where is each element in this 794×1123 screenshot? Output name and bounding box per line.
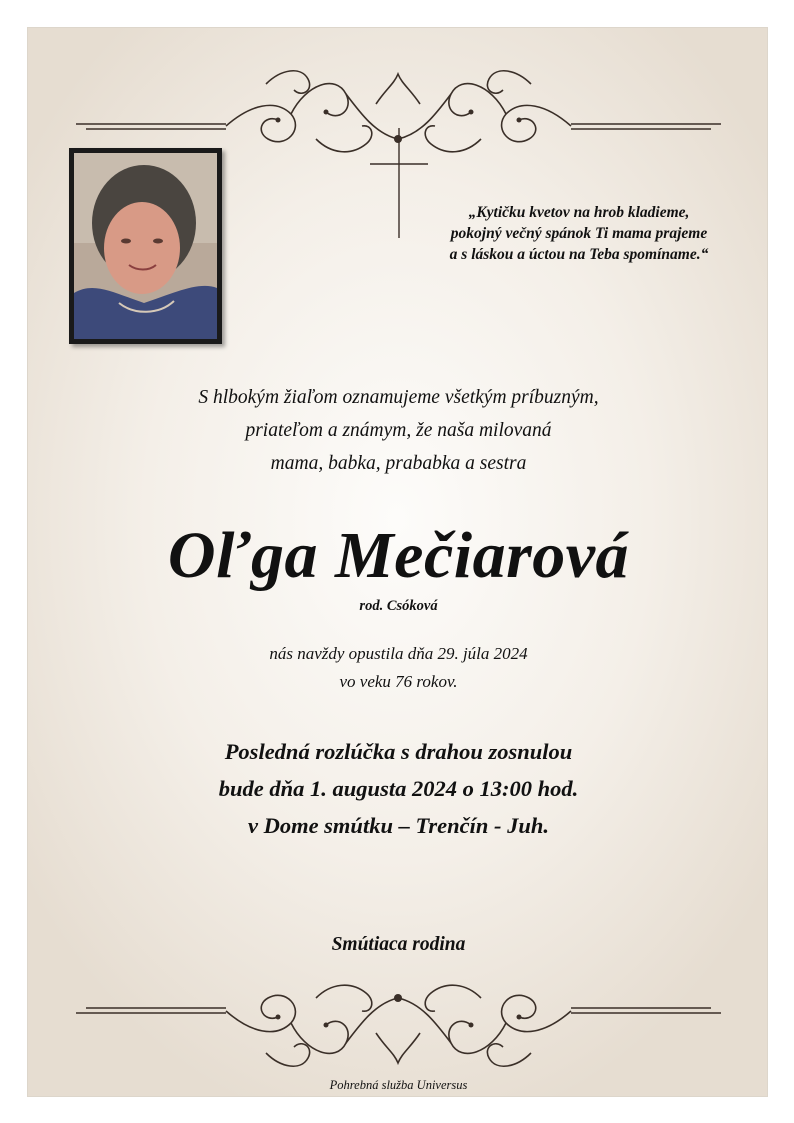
funeral-line: v Dome smútku – Trenčín - Juh.	[247, 813, 550, 838]
funeral-details	[28, 733, 768, 844]
announcement-text	[28, 381, 768, 480]
announcement-line: S hlbokým žiaľom oznamujeme všetkým príbuzným,	[198, 387, 599, 408]
funeral-service-name: Pohrebná služba Universus	[329, 1078, 468, 1092]
funeral-line: bude dňa 1. augusta 2024 o 13:00 hod.	[218, 776, 579, 801]
quote-line: a s láskou a úctou na Teba spomíname.“	[449, 246, 709, 263]
family-signature: Smútiaca rodina	[331, 934, 466, 955]
quote-line: „Kytičku kvetov na hrob kladieme,	[468, 204, 690, 221]
bottom-ornament-flourish	[76, 953, 721, 1073]
portrait-photo	[74, 153, 217, 339]
obituary-sheet	[27, 27, 768, 1097]
deceased-name: Oľga Mečiarová	[167, 519, 630, 592]
announcement-line: mama, babka, prababka a sestra	[270, 453, 527, 474]
funeral-line: Posledná rozlúčka s drahou zosnulou	[224, 739, 573, 764]
death-details	[28, 640, 768, 696]
portrait-photo-frame	[69, 148, 222, 344]
maiden-name: rod. Csóková	[359, 598, 438, 614]
announcement-line: priateľom a známym, že naša milovaná	[245, 420, 552, 441]
death-line: vo veku 76 rokov.	[339, 672, 458, 691]
quote-line: pokojný večný spánok Ti mama prajeme	[450, 225, 708, 242]
death-line: nás navždy opustila dňa 29. júla 2024	[269, 644, 528, 663]
memorial-quote	[414, 202, 744, 265]
